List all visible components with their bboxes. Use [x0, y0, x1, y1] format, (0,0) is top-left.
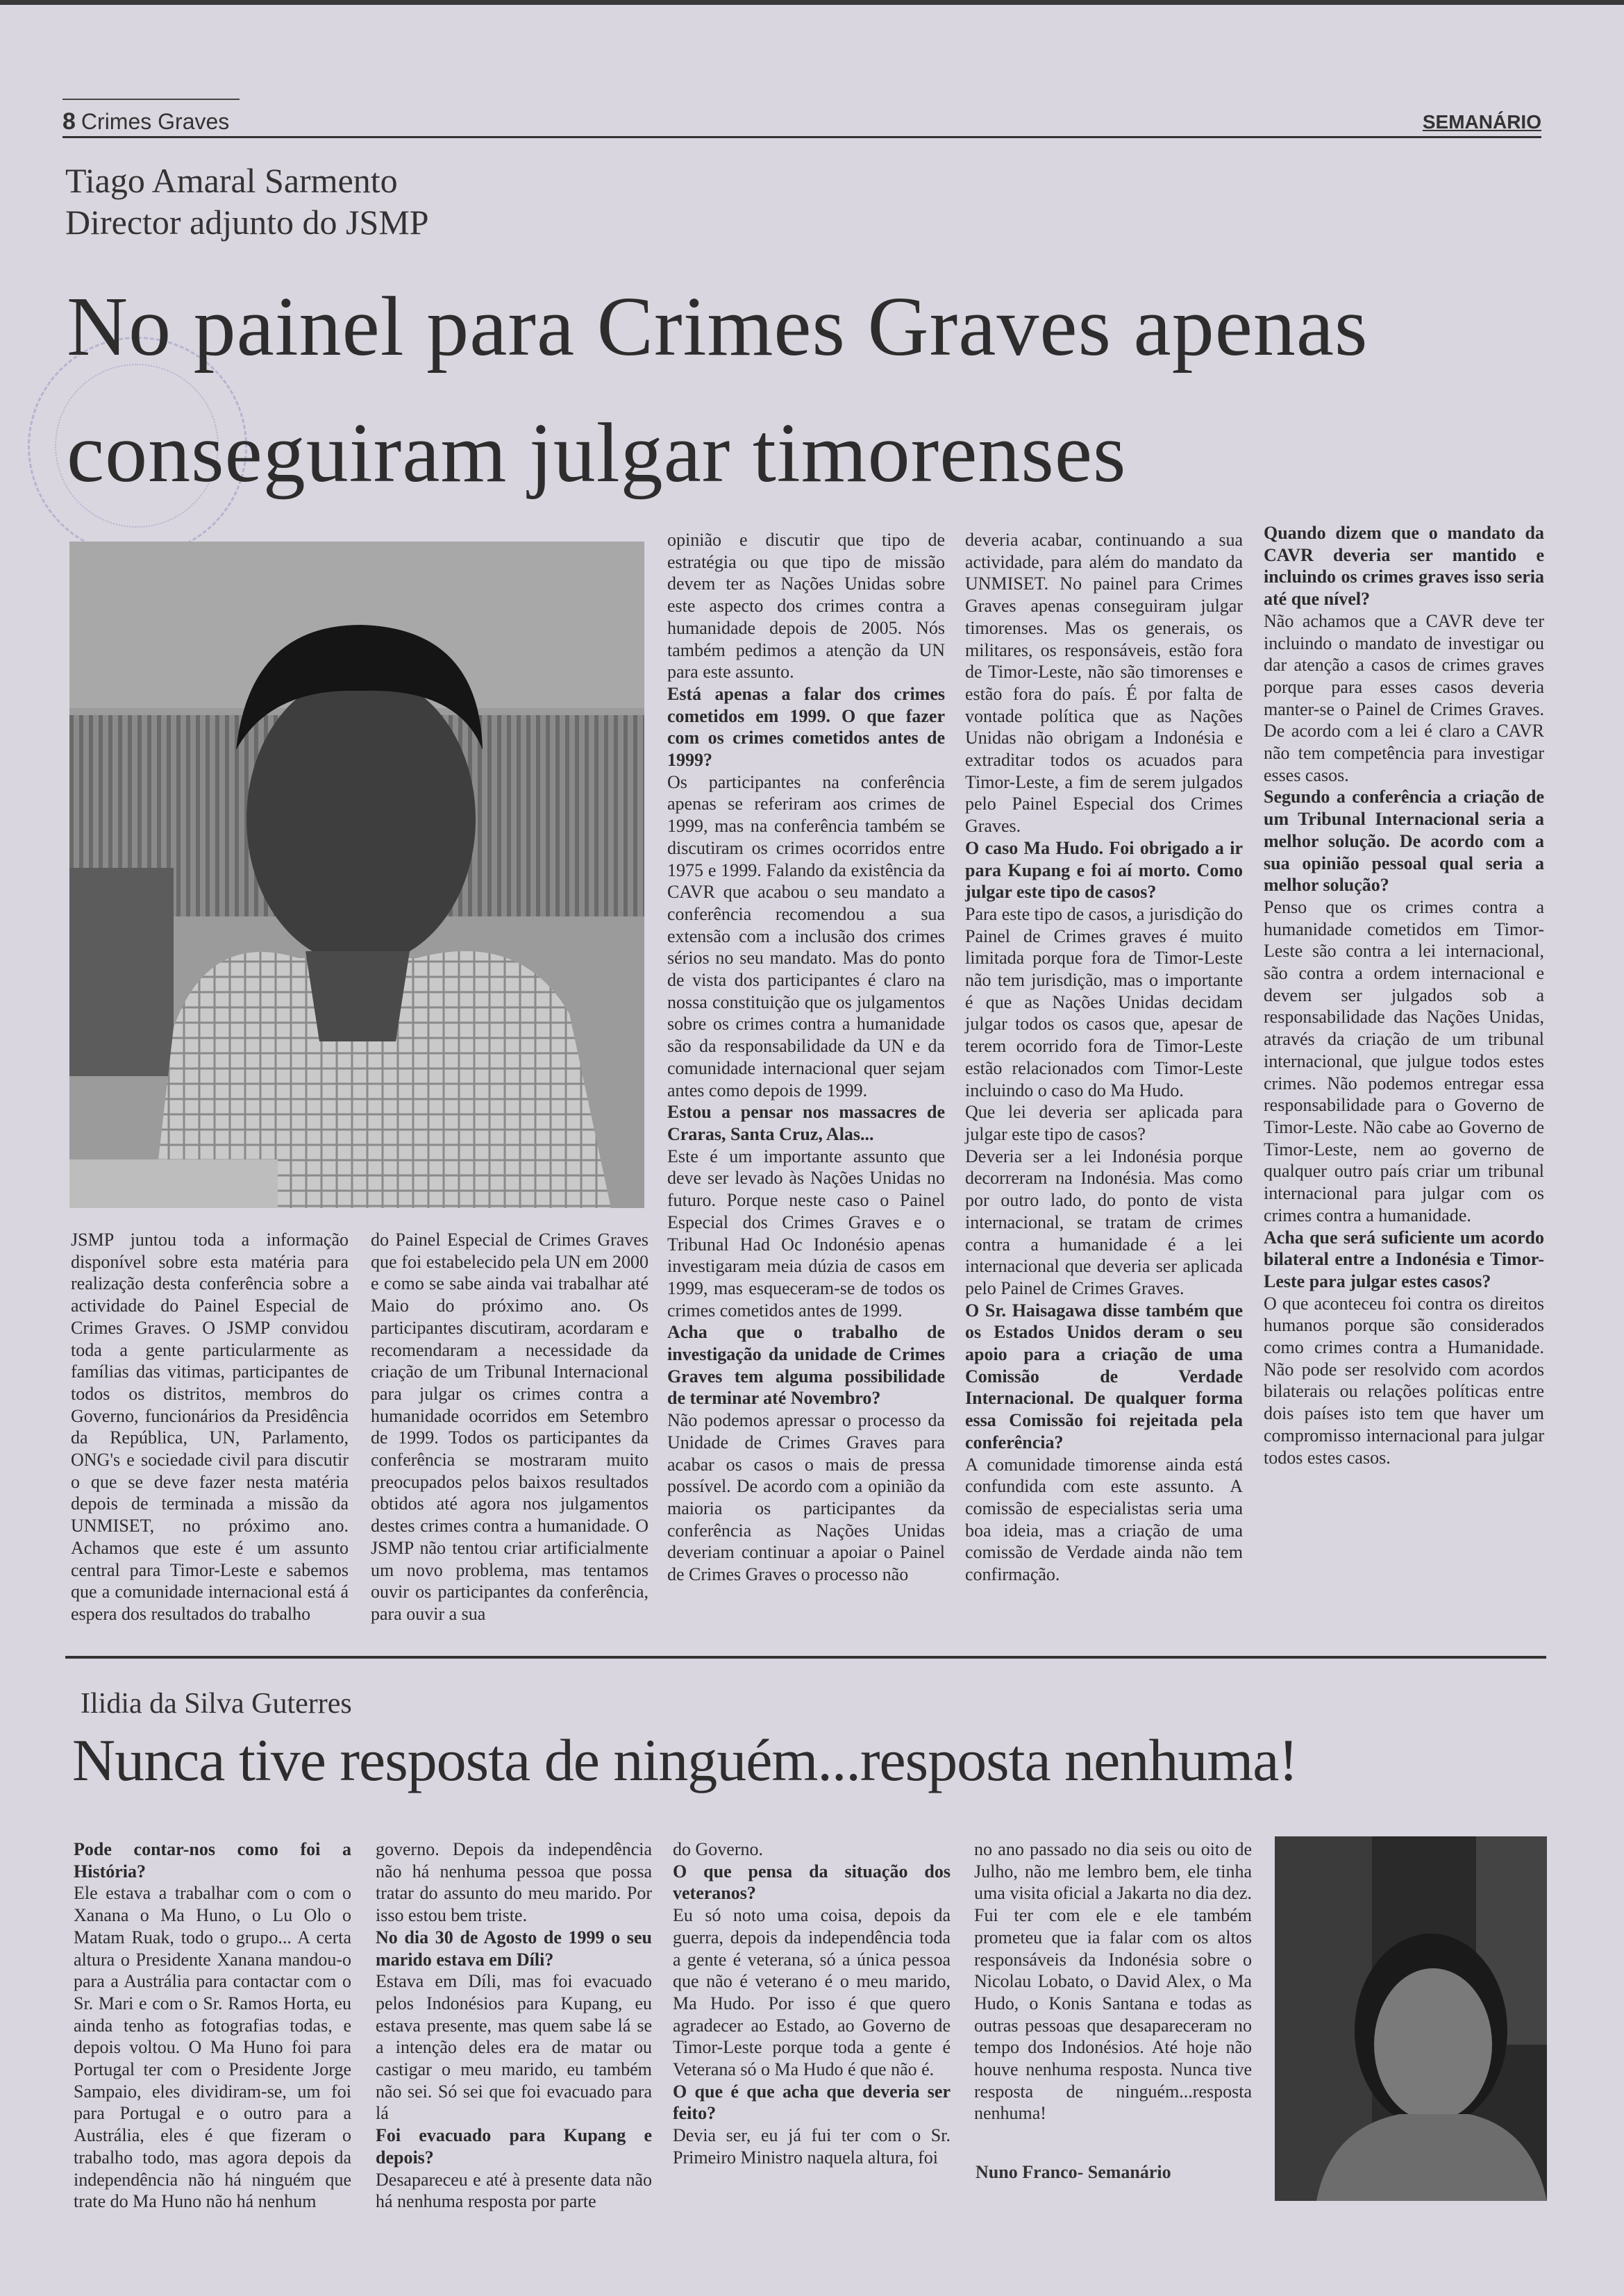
body-paragraph: deveria acabar, continuando a sua actividade, para além do mandato da UNMISET. No painel para Crimes Graves apenas conseguiram julgar timorenses. Mas os generais, os militares, os responsáveis, estão fora de Timor-Leste, não são timorenses e estão fora do país. É por falta de vontade política que as Nações Unidas não obrigam a Indonésia e extraditar todos os acuados para Timor-Leste, a fim de serem julgados pelo Painel Especial dos Crimes Graves. — [965, 530, 1243, 837]
body-paragraph: Eu só noto uma coisa, depois da guerra, depois da independência toda a gente é veterana, só a única pessoa que não é veterano é o meu marido, Ma Hudo. Por isso é que quero agradecer ao Estado, ao Governo de Timor-Leste porque toda a gente é Veterana só o Ma Hudo é que não é. — [673, 1905, 951, 2080]
interview-question: O caso Ma Hudo. Foi obrigado a ir para Kupang e foi aí morto. Como julgar este tipo de casos? — [965, 837, 1243, 903]
byline-name: Tiago Amaral Sarmento — [65, 161, 398, 200]
article1-headline: No painel para Crimes Graves apenas conseguiram julgar timorenses — [67, 280, 1368, 500]
interview-question: Pode contar-nos como foi a História? — [74, 1839, 351, 1882]
body-paragraph: opinião e discutir que tipo de estratégia ou que tipo de missão devem ter as Nações Unidas sobre este aspecto dos crimes contra a humanidade depois de 2005. Nós também pedimos a atenção da UN para este assunto. — [667, 530, 945, 682]
article2-headline: Nunca tive resposta de ninguém...resposta nenhuma! — [72, 1727, 1298, 1793]
interview-question: Segundo a conferência a criação de um Tribunal Internacional seria a melhor solução. De acordo com a sua opinião pessoal qual seria a melhor solução? — [1264, 787, 1544, 896]
body-paragraph: Desapareceu e até à presente data não há nenhuma resposta por parte — [376, 2169, 652, 2212]
body-paragraph: do Painel Especial de Crimes Graves que foi estabelecido pela UN em 2000 e como se sabe ainda vai trabalhar até Maio do próximo ano. Os participantes discutiram, acordaram e recomendaram a necessidade da criação de um Tribunal Internacional para julgar os crimes contra a humanidade ocorridos em Setembro de 1999. Todos os participantes da conferência se mostraram muito preocupados pelos baixos resultados obtidos até agora nos julgamentos destes crimes contra a humanidade. O JSMP não tentou criar artificialmente um novo problema, mas tentamos ouvir os participantes da conferência, para ouvir a sua — [371, 1230, 648, 1624]
article1-column-2 — [371, 1229, 648, 1625]
interview-question: O que pensa da situação dos veteranos? — [673, 1861, 951, 1904]
body-paragraph: Devia ser, eu já fui ter com o Sr. Primeiro Ministro naquela altura, foi — [673, 2125, 951, 2168]
body-paragraph: Para este tipo de casos, a jurisdição do Painel de Crimes graves é muito limitada porque fora de Timor-Leste não tem jurisdição, mas o importante é que as Nações Unidas decidam julgar todos os casos que, apesar de terem ocorrido fora de Timor-Leste estão relacionados com Timor-Leste incluindo o caso do Ma Hudo. — [965, 903, 1243, 1100]
interviewee-photo — [69, 542, 644, 1208]
interview-question: O Sr. Haisagawa disse também que os Estados Unidos deram o seu apoio para a criação de uma Comissão de Verdade Internacional. De qualquer forma essa Comissão foi rejeitada pela conferência? — [965, 1300, 1243, 1452]
body-paragraph: Este é um importante assunto que deve ser levado às Nações Unidas no futuro. Porque neste caso o Painel Especial dos Crimes Graves e o Tribunal Had Oc Indonésio apenas investigaram meia dúzia de casos em 1999, mas esqueceram-se de todos os crimes cometidos antes de 1999. — [667, 1146, 945, 1321]
byline-role: Director adjunto do JSMP — [65, 203, 429, 242]
photo-man — [69, 542, 644, 1208]
article1-column-1 — [71, 1229, 349, 1625]
article2-column-4 — [974, 1838, 1252, 2125]
page-header — [62, 104, 1541, 137]
section-name: Crimes Graves — [81, 109, 230, 134]
body-paragraph: governo. Depois da independência não há nenhuma pessoa que possa tratar do assunto do meu marido. Por isso estou bem triste. — [376, 1839, 652, 1926]
article1-column-4 — [965, 529, 1243, 1586]
top-border — [0, 0, 1624, 5]
interview-question: O que é que acha que deveria ser feito? — [673, 2081, 951, 2124]
interview-question: Foi evacuado para Kupang e depois? — [376, 2125, 652, 2168]
article1-byline — [65, 160, 429, 243]
header-rule — [62, 136, 1541, 138]
interview-question: Acha que o trabalho de investigação da unidade de Crimes Graves tem alguma possibilidade de terminar até Novembro? — [667, 1322, 945, 1409]
article2-column-1 — [74, 1838, 351, 2213]
body-paragraph: no ano passado no dia seis ou oito de Julho, não me lembro bem, ele tinha uma visita oficial a Jakarta no dia dez. Fui ter com ele e ele também prometeu que ia falar com os altos responsáveis da Indonésia sobre o Nicolau Lobato, o David Alex, o Ma Hudo, o Konis Santana e todas as outras pessoas que desapareceram no tempo dos Indonésios. Até hoje não houve nenhuma resposta. Nunca tive resposta de ninguém...resposta nenhuma! — [974, 1839, 1252, 2124]
body-paragraph: Que lei deveria ser aplicada para julgar este tipo de casos? — [965, 1102, 1243, 1144]
publication-name: SEMANÁRIO — [1422, 111, 1541, 133]
ilidia-photo — [1275, 1836, 1547, 2201]
body-paragraph: Os participantes na conferência apenas se referiram aos crimes de 1999, mas na conferência também se discutiram os crimes ocorridos entre 1975 e 1999. Falando da existência da CAVR que acabou o seu mandato a conferência recomendou a sua extensão com a inclusão dos crimes sérios no seu mandato. Mas do ponto de vista dos participantes é claro na nossa constituição que os julgamentos sobre os crimes contra a humanidade são da responsabilidade da UN e da comunidade internacional quer sejam antes como depois de 1999. — [667, 771, 945, 1100]
interview-question: Está apenas a falar dos crimes cometidos em 1999. O que fazer com os crimes cometidos antes de 1999? — [667, 683, 945, 771]
article2-column-3 — [673, 1838, 951, 2169]
body-paragraph: Estava em Díli, mas foi evacuado pelos Indonésios para Kupang, eu estava presente, mas quem sabe lá se a intenção deles era de matar ou castigar o meu marido, eu também não sei. Só sei que foi evacuado para lá — [376, 1971, 652, 2124]
body-paragraph: Ele estava a trabalhar com o com o Xanana o Ma Huno, o Lu Olo o Matam Ruak, todo o grupo... A certa altura o Presidente Xanana mandou-o para a Austrália para contactar com o Sr. Mari e com o Sr. Ramos Horta, eu ainda tenho as fotografias todas, e depois voltou. O Ma Huno foi para Portugal ter com o Presidente Jorge Sampaio, eles dividiram-se, um foi para Portugal e o outro para a Austrália, eles é que fizeram o trabalho todo, mas agora depois da independência não há ninguém que trate do Ma Huno não há nenhum — [74, 1883, 351, 2212]
body-paragraph: Não podemos apressar o processo da Unidade de Crimes Graves para acabar os casos o mais de pressa possível. De acordo com a opinião da maioria os participantes da conferência as Nações Unidas deveriam continuar a apoiar o Painel de Crimes Graves o processo não — [667, 1410, 945, 1585]
interview-question: Quando dizem que o mandato da CAVR deveria ser mantido e incluindo os crimes graves isso seria até que nível? — [1264, 523, 1544, 610]
interview-question: No dia 30 de Agosto de 1999 o seu marido estava em Díli? — [376, 1927, 652, 1970]
header-short-rule — [62, 99, 240, 100]
body-paragraph: O que aconteceu foi contra os direitos humanos porque são considerados como crimes contra a Humanidade. Não pode ser resolvido com acordos bilaterais ou relações políticas entre dois países isto tem que haver um compromisso internacional para julgar todos estes casos. — [1264, 1293, 1544, 1468]
article1-column-3 — [667, 529, 945, 1586]
page-folio — [62, 108, 229, 135]
page-number: 8 — [62, 108, 76, 135]
interview-question: Estou a pensar nos massacres de Craras, Santa Cruz, Alas... — [667, 1102, 945, 1144]
body-paragraph: A comunidade timorense ainda está confundida com este assunto. A comissão de especialistas seria uma boa ideia, mas a criação de uma comissão de Verdade ainda não tem confirmação. — [965, 1454, 1243, 1585]
body-paragraph: Deveria ser a lei Indonésia porque decorreram na Indonésia. Mas como por outro lado, do ponto de vista internacional, se tratam de crimes contra a humanidade é a lei internacional que deveria ser aplicada pelo Painel de Crimes Graves. — [965, 1146, 1243, 1298]
article2-byline: Ilidia da Silva Guterres — [81, 1688, 352, 1720]
body-paragraph: Penso que os crimes contra a humanidade cometidos em Timor-Leste são contra a lei internacional, são contra a ordem internacional e devem ser julgados sob a responsabilidade das Nações Unidas, através da criação de um tribunal internacional, que julgue todos estes crimes. Não podemos entregar essa responsabilidade para o Governo de Timor-Leste. Não cabe ao Governo de Timor-Leste, nem ao governo de qualquer outro país criar um tribunal internacional para julgar com os crimes contra a humanidade. — [1264, 896, 1544, 1225]
photo-credit: Nuno Franco- Semanário — [976, 2162, 1171, 2182]
interview-question: Acha que será suficiente um acordo bilateral entre a Indonésia e Timor-Leste para julgar estes casos? — [1264, 1227, 1544, 1291]
article2-column-2 — [376, 1838, 652, 2213]
article-divider — [65, 1656, 1546, 1659]
photo-woman — [1275, 1836, 1547, 2201]
body-paragraph: Não achamos que a CAVR deve ter incluindo o mandato de investigar ou dar atenção a casos de crimes graves porque para esses casos deveria manter-se o Painel de Crimes Graves. De acordo com a lei é claro a CAVR não tem competência para investigar esses casos. — [1264, 610, 1544, 785]
article1-column-5 — [1264, 522, 1544, 1468]
body-paragraph: JSMP juntou toda a informação disponível sobre esta matéria para realização desta conferência sobre a actividade do Painel Especial de Crimes Graves. O JSMP convidou toda a gente particularmente as famílias das vitimas, participantes de todos os distritos, membros do Governo, funcionários da Presidência da República, UN, Parlamento, ONG's e sociedade civil para discutir o que se deve fazer nesta matéria depois de terminada a missão da UNMISET, no próximo ano. Achamos que este é um assunto central para Timor-Leste e sabemos que a comunidade internacional está á espera dos resultados do trabalho — [71, 1230, 349, 1624]
body-paragraph: do Governo. — [673, 1839, 763, 1859]
